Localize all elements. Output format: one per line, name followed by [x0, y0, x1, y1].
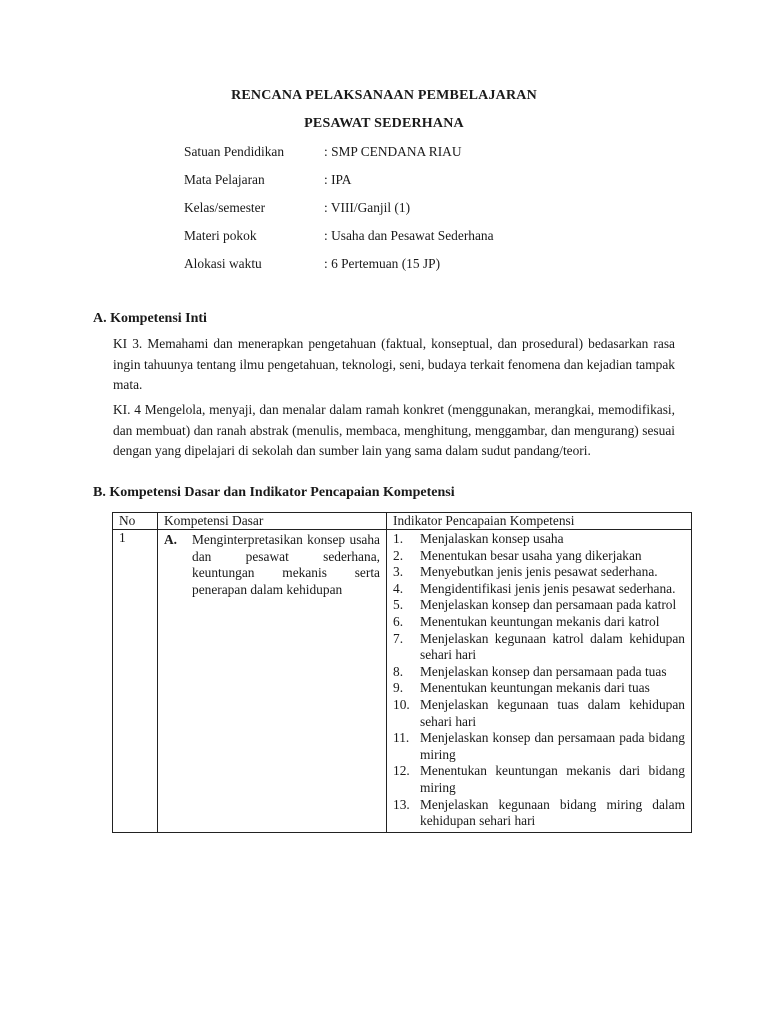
meta-value: : SMP CENDANA RIAU: [324, 144, 462, 159]
meta-row-time: [184, 255, 604, 283]
indicator-number: 2.: [393, 547, 404, 563]
indicator-number: 12.: [393, 763, 410, 779]
meta-value: : Usaha dan Pesawat Sederhana: [324, 228, 494, 243]
list-item: [393, 614, 685, 631]
indicator-text: Mengidentifikasi jenis jenis pesawat sederhana.: [420, 580, 676, 596]
indicator-number: 9.: [393, 680, 404, 696]
meta-label: Mata Pelajaran: [184, 172, 265, 187]
indicator-text: Menjelaskan konsep dan persamaan pada tuas: [420, 663, 667, 679]
indicator-number: 3.: [393, 564, 404, 580]
row-number: 1: [113, 530, 158, 833]
list-item: [393, 763, 685, 796]
list-item: [393, 564, 685, 581]
meta-value: : IPA: [324, 172, 352, 187]
section-a-heading: A. Kompetensi Inti: [93, 311, 207, 326]
ki4-paragraph: KI. 4 Mengelola, menyaji, dan menalar dalam ramah konkret (menggunakan, merangkai, memodifikasi, dan membuat) dan ranah abstrak (menulis, membaca, menghitung, menggambar, dan mengurang) sesuai dengan yang dipelajari di sekolah dan sumber lain yang sama dalam sudut pandang/teori.: [113, 402, 675, 458]
indicator-number: 4.: [393, 580, 404, 596]
meta-label: Materi pokok: [184, 228, 257, 243]
indicator-text: Menentukan keuntungan mekanis dari katrol: [420, 613, 660, 629]
indicator-number: 5.: [393, 597, 404, 613]
meta-row-topic: [184, 227, 604, 255]
competency-table: [112, 512, 692, 833]
meta-value: : VIII/Ganjil (1): [324, 200, 411, 215]
list-item: [393, 697, 685, 730]
list-item: [393, 631, 685, 664]
indicator-text: Menjalaskan konsep usaha: [420, 531, 564, 546]
indicator-text: Menentukan besar usaha yang dikerjakan: [420, 547, 642, 563]
indicator-number: 7.: [393, 630, 404, 646]
indicator-text: Menyebutkan jenis jenis pesawat sederhana.: [420, 564, 658, 580]
document-subtitle: PESAWAT SEDERHANA: [304, 116, 464, 131]
indicator-cell: [387, 530, 692, 833]
indicator-number: 6.: [393, 613, 404, 629]
list-item: [393, 680, 685, 697]
meta-row-subject: [184, 171, 604, 199]
kd-text: Menginterpretasikan konsep usaha dan pesawat sederhana, keuntungan mekanis serta penerapan dalam kehidupan: [192, 532, 380, 597]
indicator-number: 1.: [393, 531, 404, 546]
indicator-text: Menjelaskan konsep dan persamaan pada katrol: [420, 597, 677, 613]
ki3-paragraph: KI 3. Memahami dan menerapkan pengetahuan (faktual, konseptual, dan prosedural) bedasarkan rasa ingin tahuunya tentang ilmu pengetahuan, teknologi, seni, budaya terkait fenomena dan kejadian tampak mata.: [113, 336, 675, 392]
indicator-text: Menjelaskan kegunaan bidang miring dalam kehidupan sehari hari: [420, 796, 685, 829]
table-header-row: [113, 513, 692, 530]
list-item: [393, 548, 685, 565]
list-item: [393, 664, 685, 681]
list-item: [393, 797, 685, 830]
kd-cell: [158, 530, 387, 833]
section-b-heading: B. Kompetensi Dasar dan Indikator Pencapaian Kompetensi: [93, 485, 455, 500]
indicator-text: Menentukan keuntungan mekanis dari bidang miring: [420, 763, 685, 795]
table-row: [113, 530, 692, 833]
indicator-number: 13.: [393, 796, 410, 812]
meta-label: Satuan Pendidikan: [184, 144, 285, 159]
indicator-text: Menjelaskan kegunaan tuas dalam kehidupan sehari hari: [420, 696, 685, 729]
meta-row-school: [184, 143, 604, 171]
list-item: [393, 597, 685, 614]
header-indicator: Indikator Pencapaian Kompetensi: [387, 513, 692, 530]
indicator-list: [393, 530, 685, 832]
indicator-text: Menjelaskan kegunaan katrol dalam kehidupan sehari hari: [420, 630, 685, 663]
meta-label: Kelas/semester: [184, 200, 266, 215]
meta-row-class: [184, 199, 604, 227]
indicator-text: Menjelaskan konsep dan persamaan pada bidang miring: [420, 730, 685, 762]
indicator-number: 10.: [393, 696, 410, 712]
document-title: RENCANA PELAKSANAAN PEMBELAJARAN: [231, 88, 537, 103]
list-item: [393, 531, 685, 548]
indicator-text: Menentukan keuntungan mekanis dari tuas: [420, 680, 650, 696]
header-no: No: [113, 513, 158, 530]
identity-block: [184, 143, 604, 283]
meta-value: : 6 Pertemuan (15 JP): [324, 256, 441, 271]
list-item: [393, 730, 685, 763]
header-kd: Kompetensi Dasar: [158, 513, 387, 530]
kd-letter: A.: [164, 532, 178, 547]
indicator-number: 11.: [393, 730, 410, 746]
indicator-number: 8.: [393, 663, 404, 679]
list-item: [393, 581, 685, 598]
meta-label: Alokasi waktu: [184, 256, 262, 271]
